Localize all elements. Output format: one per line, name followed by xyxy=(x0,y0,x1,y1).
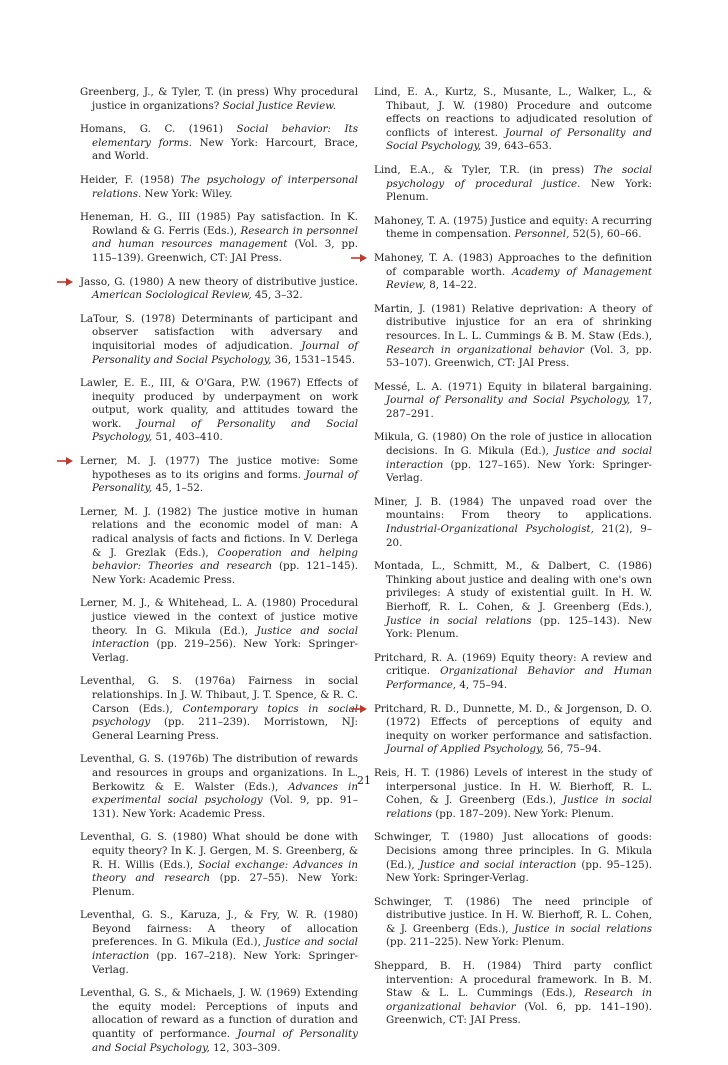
reference-source-title: Journal of Applied Psychology, xyxy=(386,743,544,756)
reference-entry xyxy=(374,960,652,1028)
reference-source-title: Contemporary topics in social psychology xyxy=(92,702,359,729)
reference-source-title: Social behavior: Its elementary forms. xyxy=(92,123,358,149)
reference-text: Pritchard, R. A. (1969) Equity theory: A review and critique. xyxy=(374,651,652,678)
reference-source-title: Social Justice Review. xyxy=(222,99,337,112)
reference-source-title: The social psychology of procedural justice. xyxy=(386,163,652,190)
reference-text: 21(2), 9–20. xyxy=(386,523,652,549)
reference-entry xyxy=(80,455,358,496)
reference-text: 36, 1531–1545. xyxy=(271,353,356,366)
reference-text: (pp. 127–165). New York: Springer-Verlag. xyxy=(386,458,652,485)
reference-entry xyxy=(374,252,652,293)
reference-source-title: Justice and social interaction xyxy=(386,445,652,471)
reference-text: New York: Harcourt, Brace, and World. xyxy=(92,136,358,163)
reference-entry xyxy=(80,831,358,899)
reference-source-title: Justice in social relations xyxy=(514,922,652,935)
reference-text: New York: Plenum. xyxy=(386,177,652,204)
reference-text: Miner, J. B. (1984) The unpaved road over the mountains: From theory to applications. xyxy=(374,495,652,522)
reference-source-title: Justice and social interaction xyxy=(419,858,577,871)
reference-source-title: Justice and social interaction xyxy=(92,624,358,651)
reference-text: LaTour, S. (1978) Determinants of participant and observer satisfaction with adversary and inquisitorial modes of adjudication. xyxy=(80,312,358,352)
arrow-marker-icon xyxy=(350,252,368,264)
reference-text: (Vol. 6, pp. 141–190). Greenwich, CT: JAI Press. xyxy=(386,1000,652,1027)
reference-entry xyxy=(80,377,358,445)
reference-source-title: Research in organizational behavior xyxy=(386,343,584,356)
reference-source-title: Journal of Personality and Social Psychology, xyxy=(92,417,358,444)
reference-source-title: Research in organizational behavior xyxy=(386,987,653,1013)
reference-text: Reis, H. T. (1986) Levels of interest in the study of interpersonal justice. In H. W. Bierhoff, R. L. Cohen, & J. Greenberg (Eds.), xyxy=(374,766,652,807)
reference-source-title: American Sociological Review, xyxy=(92,289,252,302)
reference-text: 52(5), 60–66. xyxy=(569,228,642,241)
reference-text: 56, 75–94. xyxy=(543,743,602,756)
reference-text: Jasso, G. (1980) A new theory of distributive justice. xyxy=(80,275,358,288)
reference-text: Mahoney, T. A. (1975) Justice and equity: A recurring theme in compensation. xyxy=(374,214,652,241)
reference-text: Schwinger, T. (1980) Just allocations of goods: Decisions among three principles. In G. Mikula (Ed.), xyxy=(374,831,652,871)
reference-entry xyxy=(374,215,652,242)
reference-source-title: Journal of Personality and Social Psychology, xyxy=(92,339,359,366)
reference-source-title: Journal of Personality and Social Psychology, xyxy=(92,1028,358,1054)
reference-text: Leventhal, G. S. (1976b) The distribution of rewards and resources in groups and organizations. In L. Berkowitz & E. Walster (Eds.), xyxy=(80,753,358,793)
reference-text: Montada, L., Schmitt, M., & Dalbert, C. (1986) Thinking about justice and dealing with one's own privileges: A study of existential guilt. In H. W. Bierhoff, R. L. Cohen, & J. Greenberg (Eds.), xyxy=(374,560,652,613)
reference-entry xyxy=(80,174,358,201)
reference-entry xyxy=(80,123,358,164)
reference-entry xyxy=(80,86,358,113)
reference-text: Leventhal, G. S., & Michaels, J. W. (1969) Extending the equity model: Perceptions of inputs and allocation of reward as a function of duration and quantity of performance. xyxy=(80,987,358,1041)
reference-entry xyxy=(374,652,652,693)
reference-entry xyxy=(80,276,358,303)
reference-source-title: The psychology of interpersonal relations. xyxy=(92,173,358,200)
reference-text: Sheppard, B. H. (1984) Third party conflict intervention: A procedural framework. In B. M. Staw & L. L. Cummings (Eds.), xyxy=(374,960,652,1000)
reference-text: Greenberg, J., & Tyler, T. (in press) Why procedural justice in organizations? xyxy=(80,86,358,112)
reference-source-title: Journal of Personality, xyxy=(92,468,358,495)
reference-text: Heneman, H. G., III (1985) Pay satisfaction. In K. Rowland & G. Ferris (Eds.), xyxy=(80,211,358,237)
reference-entry xyxy=(80,506,358,588)
reference-text: Martin, J. (1981) Relative deprivation: A theory of distributive injustice for an era of shrinking resources. In L. L. Cummings & B. M. Staw (Eds.), xyxy=(374,302,652,342)
reference-text: Pritchard, R. D., Dunnette, M. D., & Jorgenson, D. O. (1972) Effects of perceptions of equity and inequity on worker performance and satisfaction. xyxy=(374,702,652,742)
reference-text: (pp. 167–218). New York: Springer-Verlag. xyxy=(92,950,358,976)
reference-source-title: Organizational Behavior and Human Performance, xyxy=(386,665,652,691)
reference-text: Lerner, M. J., & Whitehead, L. A. (1980) Procedural justice viewed in the context of justice motive theory. In G. Mikula (Ed.), xyxy=(80,597,358,637)
reference-entry xyxy=(374,164,652,205)
reference-text: Homans, G. C. (1961) xyxy=(80,123,237,136)
reference-text: New York: Wiley. xyxy=(141,187,233,200)
reference-text: Leventhal, G. S. (1980) What should be done with equity theory? In K. J. Gergen, M. S. Greenberg, & R. H. Willis (Eds.), xyxy=(80,831,358,871)
reference-text: 45, 3–32. xyxy=(251,289,303,302)
reference-entry xyxy=(80,675,358,743)
reference-entry xyxy=(80,597,358,665)
reference-text: (pp. 125–143). New York: Plenum. xyxy=(386,614,652,641)
reference-source-title: Journal of Personality and Social Psychology, xyxy=(386,126,652,153)
reference-source-title: Justice in social relations xyxy=(386,794,652,820)
reference-text: (pp. 27–55). New York: Plenum. xyxy=(92,872,358,898)
reference-text: 17, 287–291. xyxy=(386,394,652,420)
reference-entry xyxy=(374,560,652,642)
reference-text: 4, 75–94. xyxy=(456,678,508,691)
reference-entry xyxy=(374,831,652,885)
reference-text: Lind, E.A., & Tyler, T.R. (in press) xyxy=(374,163,594,176)
reference-entry xyxy=(374,896,652,950)
reference-entry xyxy=(374,431,652,485)
reference-source-title: Industrial-Organizational Psychologist, xyxy=(386,523,594,536)
page-number: 21 xyxy=(357,774,371,787)
reference-source-title: Journal of Personality and Social Psychology, xyxy=(386,394,631,407)
reference-entry xyxy=(80,987,358,1055)
reference-source-title: Research in personnel and human resources management xyxy=(92,224,358,251)
reference-text: Schwinger, T. (1986) The need principle of distributive justice. In H. W. Bierhoff, R. L. Cohen, & J. Greenberg (Eds.), xyxy=(374,895,652,935)
reference-text: Messé, L. A. (1971) Equity in bilateral bargaining. xyxy=(374,380,652,393)
reference-entry xyxy=(374,86,652,154)
reference-text: Lerner, M. J. (1977) The justice motive: Some hypotheses as to its origins and forms. xyxy=(80,455,358,481)
reference-source-title: Personnel, xyxy=(514,228,570,241)
left-reference-column xyxy=(80,86,358,1065)
reference-source-title: Justice in social relations xyxy=(386,614,532,627)
reference-text: Lerner, M. J. (1982) The justice motive in human relations and the economic model of man: A radical analysis of facts and fictions. In V. Derlega & J. Grezlak (Eds.), xyxy=(80,505,358,559)
arrow-marker-icon xyxy=(350,703,368,715)
reference-entry xyxy=(374,496,652,550)
reference-text: Lind, E. A., Kurtz, S., Musante, L., Walker, L., & Thibaut, J. W. (1980) Procedure and outcome effects on reactions to adjudicated resolution of conflicts of interest. xyxy=(374,86,652,139)
reference-text: (pp. 219–256). New York: Springer-Verlag. xyxy=(92,638,358,664)
reference-entry xyxy=(80,211,358,265)
reference-text: Leventhal, G. S., Karuza, J., & Fry, W. R. (1980) Beyond fairness: A theory of allocation preferences. In G. Mikula (Ed.), xyxy=(80,909,358,949)
reference-source-title: Social exchange: Advances in theory and research xyxy=(92,858,359,885)
reference-text: (Vol. 3, pp. 115–139). Greenwich, CT: JAI Press. xyxy=(92,238,358,264)
reference-text: (Vol. 3, pp. 53–107). Greenwich, CT: JAI Press. xyxy=(386,343,652,370)
reference-text: (pp. 95–125). New York: Springer-Verlag. xyxy=(386,858,652,885)
reference-text: (Vol. 9, pp. 91–131). New York: Academic Press. xyxy=(92,794,358,820)
reference-source-title: Advances in experimental social psychology xyxy=(92,780,358,807)
reference-text: 39, 643–653. xyxy=(481,140,552,153)
reference-text: Heider, F. (1958) xyxy=(80,173,181,186)
arrow-marker-icon xyxy=(56,455,74,467)
reference-text: 45, 1–52. xyxy=(152,482,204,495)
right-reference-column xyxy=(374,86,652,1038)
reference-entry xyxy=(80,909,358,977)
arrow-marker-icon xyxy=(56,276,74,288)
reference-text: Leventhal, G. S. (1976a) Fairness in social relationships. In J. W. Thibaut, J. T. Spence, & R. C. Carson (Eds.), xyxy=(80,675,358,715)
reference-entry xyxy=(374,381,652,422)
reference-entry xyxy=(80,313,358,367)
reference-text: 8, 14–22. xyxy=(425,279,477,292)
reference-text: 51, 403–410. xyxy=(152,431,223,444)
reference-text: (pp. 121–145). New York: Academic Press. xyxy=(92,560,358,586)
reference-text: Mahoney, T. A. (1983) Approaches to the definition of comparable worth. xyxy=(374,251,652,278)
reference-text: (pp. 211–225). New York: Plenum. xyxy=(386,936,565,949)
reference-source-title: Cooperation and helping behavior: Theories and research xyxy=(92,546,359,573)
reference-text: 12, 303–309. xyxy=(209,1041,281,1054)
reference-entry xyxy=(80,753,358,821)
reference-source-title: Academy of Management Review, xyxy=(386,265,652,292)
reference-source-title: Justice and social interaction xyxy=(92,936,358,963)
reference-entry xyxy=(374,703,652,757)
reference-text: (pp. 211–239). Morristown, NJ: General Learning Press. xyxy=(92,716,358,742)
reference-text: Lawler, E. E., III, & O'Gara, P.W. (1967) Effects of inequity produced by underpayment on work output, work quality, and attitudes toward the work. xyxy=(80,377,358,430)
reference-text: Mikula, G. (1980) On the role of justice in allocation decisions. In G. Mikula (Ed.), xyxy=(374,431,652,458)
reference-entry xyxy=(374,303,652,371)
reference-text: (pp. 187–209). New York: Plenum. xyxy=(432,807,614,820)
